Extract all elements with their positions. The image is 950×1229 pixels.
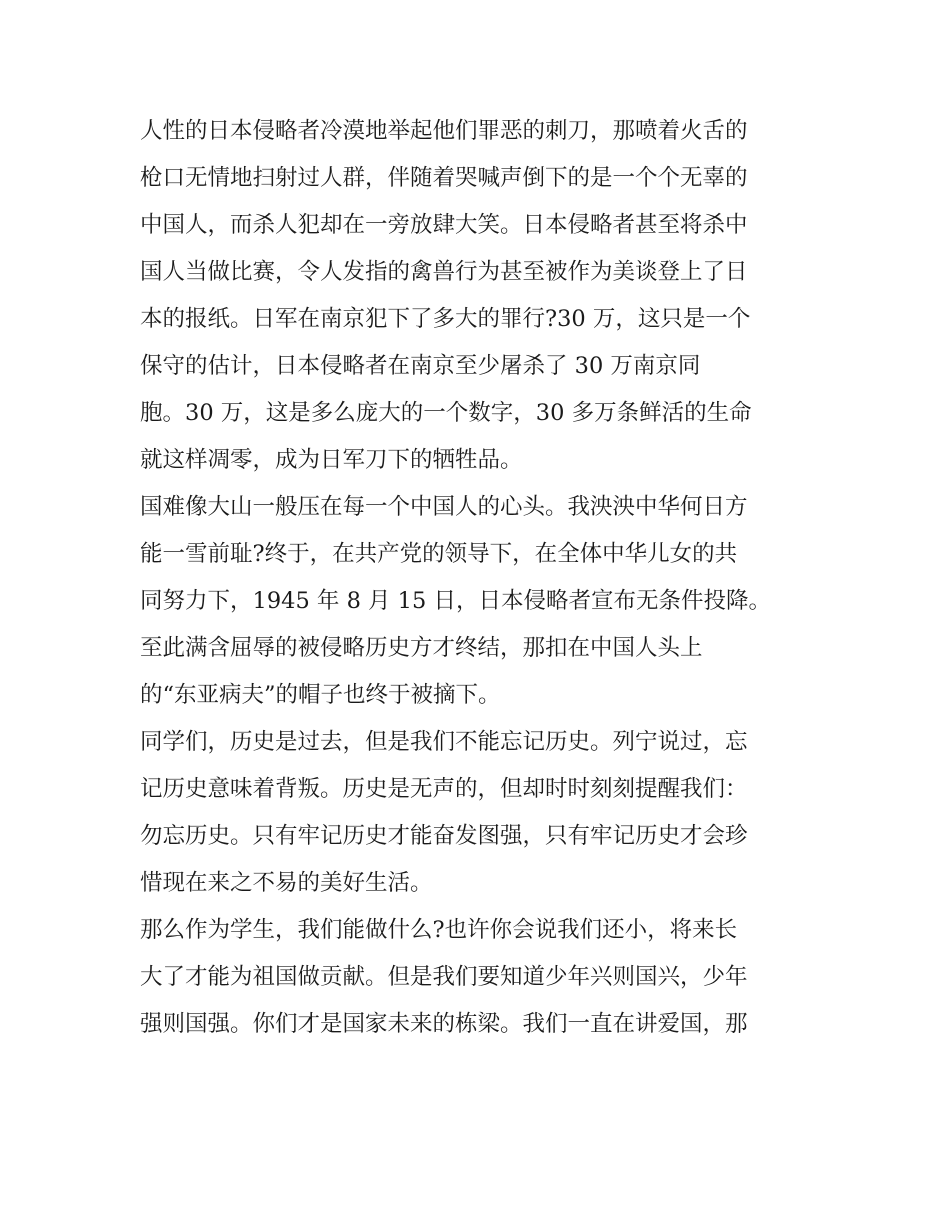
text-line-13: 的“东亚病夫”的帽子也终于被摘下。 xyxy=(140,682,501,708)
text-line-12: 至此满含屈辱的被侵略历史方才终结，那扣在中国人头上 xyxy=(140,635,703,661)
text-line-11: 同努力下，1945 年 8 月 15 日，日本侵略者宣布无条件投降。 xyxy=(140,588,771,614)
text-line-3: 中国人，而杀人犯却在一旁放肆大笑。日本侵略者甚至将杀中 xyxy=(140,212,748,238)
text-line-9: 国难像大山一般压在每一个中国人的心头。我泱泱中华何日方 xyxy=(140,494,748,520)
text-line-20: 强则国强。你们才是国家未来的栋梁。我们一直在讲爱国，那 xyxy=(140,1011,748,1037)
text-line-4: 国人当做比赛，令人发指的禽兽行为甚至被作为美谈登上了日 xyxy=(140,259,748,285)
text-line-2: 枪口无情地扫射过人群，伴随着哭喊声倒下的是一个个无辜的 xyxy=(140,165,748,191)
text-line-15: 记历史意味着背叛。历史是无声的，但却时时刻刻提醒我们： xyxy=(140,776,748,802)
text-line-10: 能一雪前耻?终于，在共产党的领导下，在全体中华儿女的共 xyxy=(140,541,738,567)
text-line-18: 那么作为学生，我们能做什么?也许你会说我们还小，将来长 xyxy=(140,917,738,943)
text-line-19: 大了才能为祖国做贡献。但是我们要知道少年兴则国兴，少年 xyxy=(140,964,748,990)
text-line-5: 本的报纸。日军在南京犯下了多大的罪行?30 万，这只是一个 xyxy=(140,306,751,332)
text-line-14: 同学们，历史是过去，但是我们不能忘记历史。列宁说过，忘 xyxy=(140,729,748,755)
text-line-16: 勿忘历史。只有牢记历史才能奋发图强，只有牢记历史才会珍 xyxy=(140,823,748,849)
text-line-17: 惜现在来之不易的美好生活。 xyxy=(140,870,433,896)
text-line-1: 人性的日本侵略者冷漠地举起他们罪恶的刺刀，那喷着火舌的 xyxy=(140,118,748,144)
text-line-7: 胞。30 万，这是多么庞大的一个数字，30 多万条鲜活的生命 xyxy=(140,400,752,426)
body-text xyxy=(140,108,830,1048)
text-line-6: 保守的估计，日本侵略者在南京至少屠杀了 30 万南京同 xyxy=(140,353,701,379)
text-line-8: 就这样凋零，成为日军刀下的牺牲品。 xyxy=(140,447,523,473)
